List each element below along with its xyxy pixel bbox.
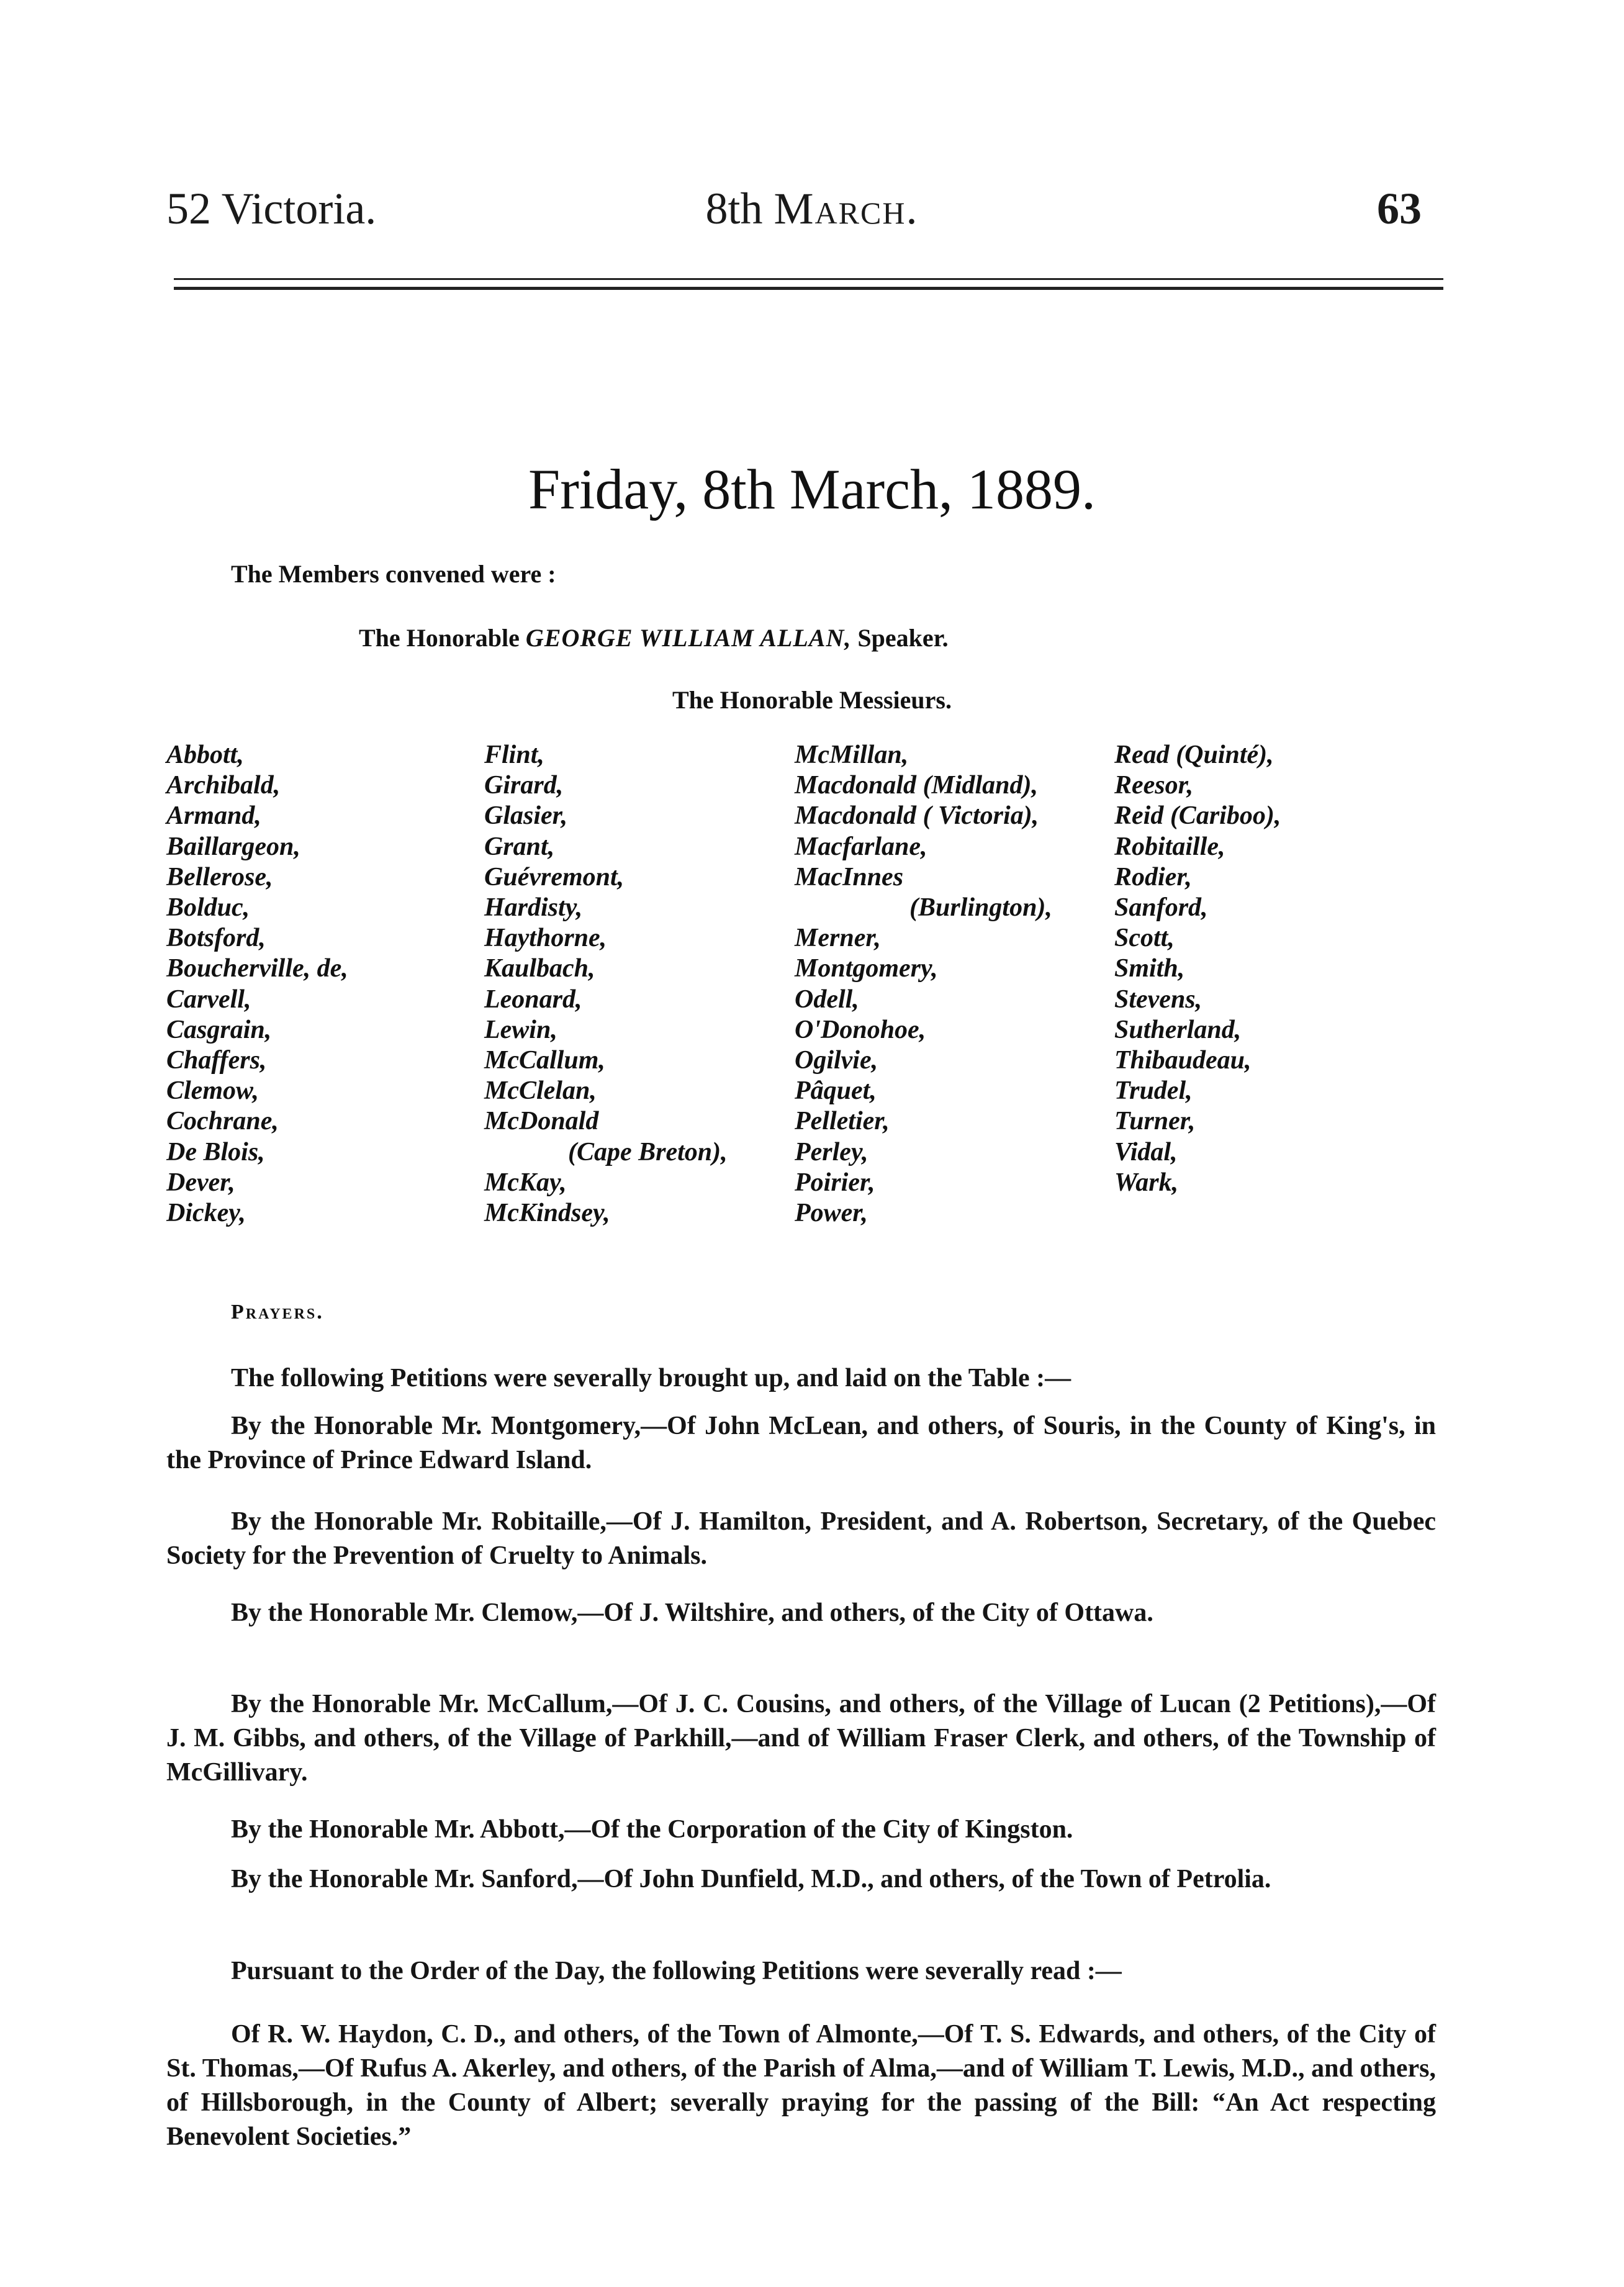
member-name: Odell, (795, 985, 859, 1014)
member-name: Haythorne, (484, 924, 607, 953)
member-name: McCallum, (484, 1046, 605, 1075)
messieurs-heading: The Honorable Messieurs. (672, 686, 952, 714)
running-head-day: 8th (705, 184, 763, 233)
member-name: Stevens, (1114, 985, 1202, 1014)
prayers-heading: Prayers. (231, 1301, 324, 1324)
member-name: Power, (795, 1199, 868, 1228)
member-name: McKindsey, (484, 1199, 610, 1228)
member-name: Hardisty, (484, 893, 583, 922)
members-column-2 (484, 740, 728, 1229)
member-name: Macdonald (Midland), (795, 771, 1039, 800)
member-name: Kaulbach, (484, 954, 595, 983)
member-name: Leonard, (484, 985, 582, 1014)
member-name: Perley, (795, 1137, 868, 1166)
member-name: Robitaille, (1114, 832, 1225, 861)
member-name: Dever, (166, 1168, 235, 1197)
member-name: Girard, (484, 771, 564, 800)
member-name: McDonald (484, 1107, 599, 1136)
running-head-month: March. (774, 184, 919, 233)
member-name: Cochrane, (166, 1107, 279, 1136)
member-name: Carvell, (166, 985, 251, 1014)
member-name: MacInnes (795, 862, 904, 891)
member-name: Clemow, (166, 1076, 259, 1106)
member-name: Sanford, (1114, 893, 1208, 922)
member-name: Dickey, (166, 1199, 246, 1228)
member-name: Read (Quinté), (1114, 741, 1274, 769)
member-name: McMillan, (795, 741, 909, 769)
member-name: Boucherville, de, (166, 954, 348, 983)
speaker-prefix: The Honorable (359, 624, 520, 652)
member-name: Wark, (1114, 1168, 1179, 1197)
member-name: McKay, (484, 1168, 567, 1197)
member-name: O'Donohoe, (795, 1015, 926, 1044)
member-name: Rodier, (1114, 862, 1192, 891)
petition-paragraph: By the Honorable Mr. McCallum,—Of J. C. Cousins, and others, of the Village of Lucan (2 Petitions),—Of J. M. Gibbs, and others, of the Village of Parkhill,—and of William Fraser Clerk, and others, of the Township of McGillivary. (166, 1690, 1436, 1787)
petitions-read-paragraph: Of R. W. Haydon, C. D., and others, of the Town of Almonte,—Of T. S. Edwards, and others, of the City of St. Thomas,—Of Rufus A. Akerley, and others, of the Parish of Alma,—and of William T. Lewis, M.D., and others, of Hillsborough, in the County of Albert; severally praying for the passing of the Bill: “An Act respecting Benevolent Societies.” (166, 2020, 1436, 2151)
petition-paragraph: By the Honorable Mr. Robitaille,—Of J. Hamilton, President, and A. Robertson, Secretary, of the Quebec Society for the Prevention of Cruelty to Animals. (166, 1507, 1436, 1570)
member-name: Bellerose, (166, 862, 273, 891)
members-column-4 (1114, 740, 1281, 1198)
member-riding: (Cape Breton), (568, 1137, 728, 1166)
order-of-day-paragraph: Pursuant to the Order of the Day, the following Petitions were severally read :— (231, 1957, 1122, 1985)
member-name: Scott, (1114, 924, 1175, 953)
member-name: Reesor, (1114, 771, 1194, 800)
member-name: Montgomery, (795, 954, 938, 983)
member-name: Chaffers, (166, 1046, 267, 1075)
member-name: Casgrain, (166, 1015, 272, 1044)
member-name: McClelan, (484, 1076, 597, 1106)
member-name: Bolduc, (166, 893, 250, 922)
member-name: Botsford, (166, 924, 266, 953)
header-rule-bottom (174, 287, 1443, 290)
members-column-3 (795, 740, 1052, 1229)
member-name: Ogilvie, (795, 1046, 878, 1075)
page-number: 63 (1377, 184, 1422, 233)
running-head-left: 52 Victoria. (166, 184, 377, 233)
member-name: Pâquet, (795, 1076, 877, 1106)
member-name: Guévremont, (484, 862, 625, 891)
member-name: Macdonald ( Victoria), (795, 801, 1039, 831)
member-name: De Blois, (166, 1137, 265, 1166)
member-name: Poirier, (795, 1168, 875, 1197)
member-name: Thibaudeau, (1114, 1046, 1252, 1075)
petition-paragraph: By the Honorable Mr. Clemow,—Of J. Wiltshire, and others, of the City of Ottawa. (231, 1599, 1153, 1627)
member-name: Flint, (484, 741, 544, 769)
member-name: Abbott, (166, 741, 244, 769)
member-name: Vidal, (1114, 1137, 1178, 1166)
speaker-line (359, 626, 949, 651)
member-name: Merner, (795, 924, 881, 953)
member-name: Reid (Cariboo), (1114, 801, 1281, 831)
member-name: Pelletier, (795, 1107, 890, 1136)
members-convened-heading: The Members convened were : (231, 560, 556, 588)
member-name: Lewin, (484, 1015, 557, 1044)
petitions-intro-paragraph: The following Petitions were severally brought up, and laid on the Table :— (231, 1364, 1071, 1392)
members-column-1 (166, 740, 348, 1229)
speaker-name: GEORGE WILLIAM ALLAN, (525, 624, 852, 652)
member-name: Smith, (1114, 954, 1185, 983)
member-name: Macfarlane, (795, 832, 927, 861)
member-name: Turner, (1114, 1107, 1196, 1136)
member-riding: (Burlington), (909, 893, 1052, 922)
speaker-suffix: Speaker. (857, 624, 949, 652)
member-name: Archibald, (166, 771, 281, 800)
header-rule-top (174, 278, 1443, 280)
member-name: Armand, (166, 801, 261, 831)
page-title: Friday, 8th March, 1889. (528, 458, 1096, 521)
petition-paragraph: By the Honorable Mr. Sanford,—Of John Dunfield, M.D., and others, of the Town of Petrolia. (231, 1865, 1271, 1893)
member-name: Sutherland, (1114, 1015, 1242, 1044)
petition-paragraph: By the Honorable Mr. Abbott,—Of the Corporation of the City of Kingston. (231, 1815, 1073, 1844)
member-name: Grant, (484, 832, 555, 861)
member-name: Glasier, (484, 801, 568, 831)
petition-paragraph: By the Honorable Mr. Montgomery,—Of John McLean, and others, of Souris, in the County of King's, in the Province of Prince Edward Island. (166, 1412, 1436, 1474)
member-name: Baillargeon, (166, 832, 300, 861)
member-name: Trudel, (1114, 1076, 1193, 1106)
